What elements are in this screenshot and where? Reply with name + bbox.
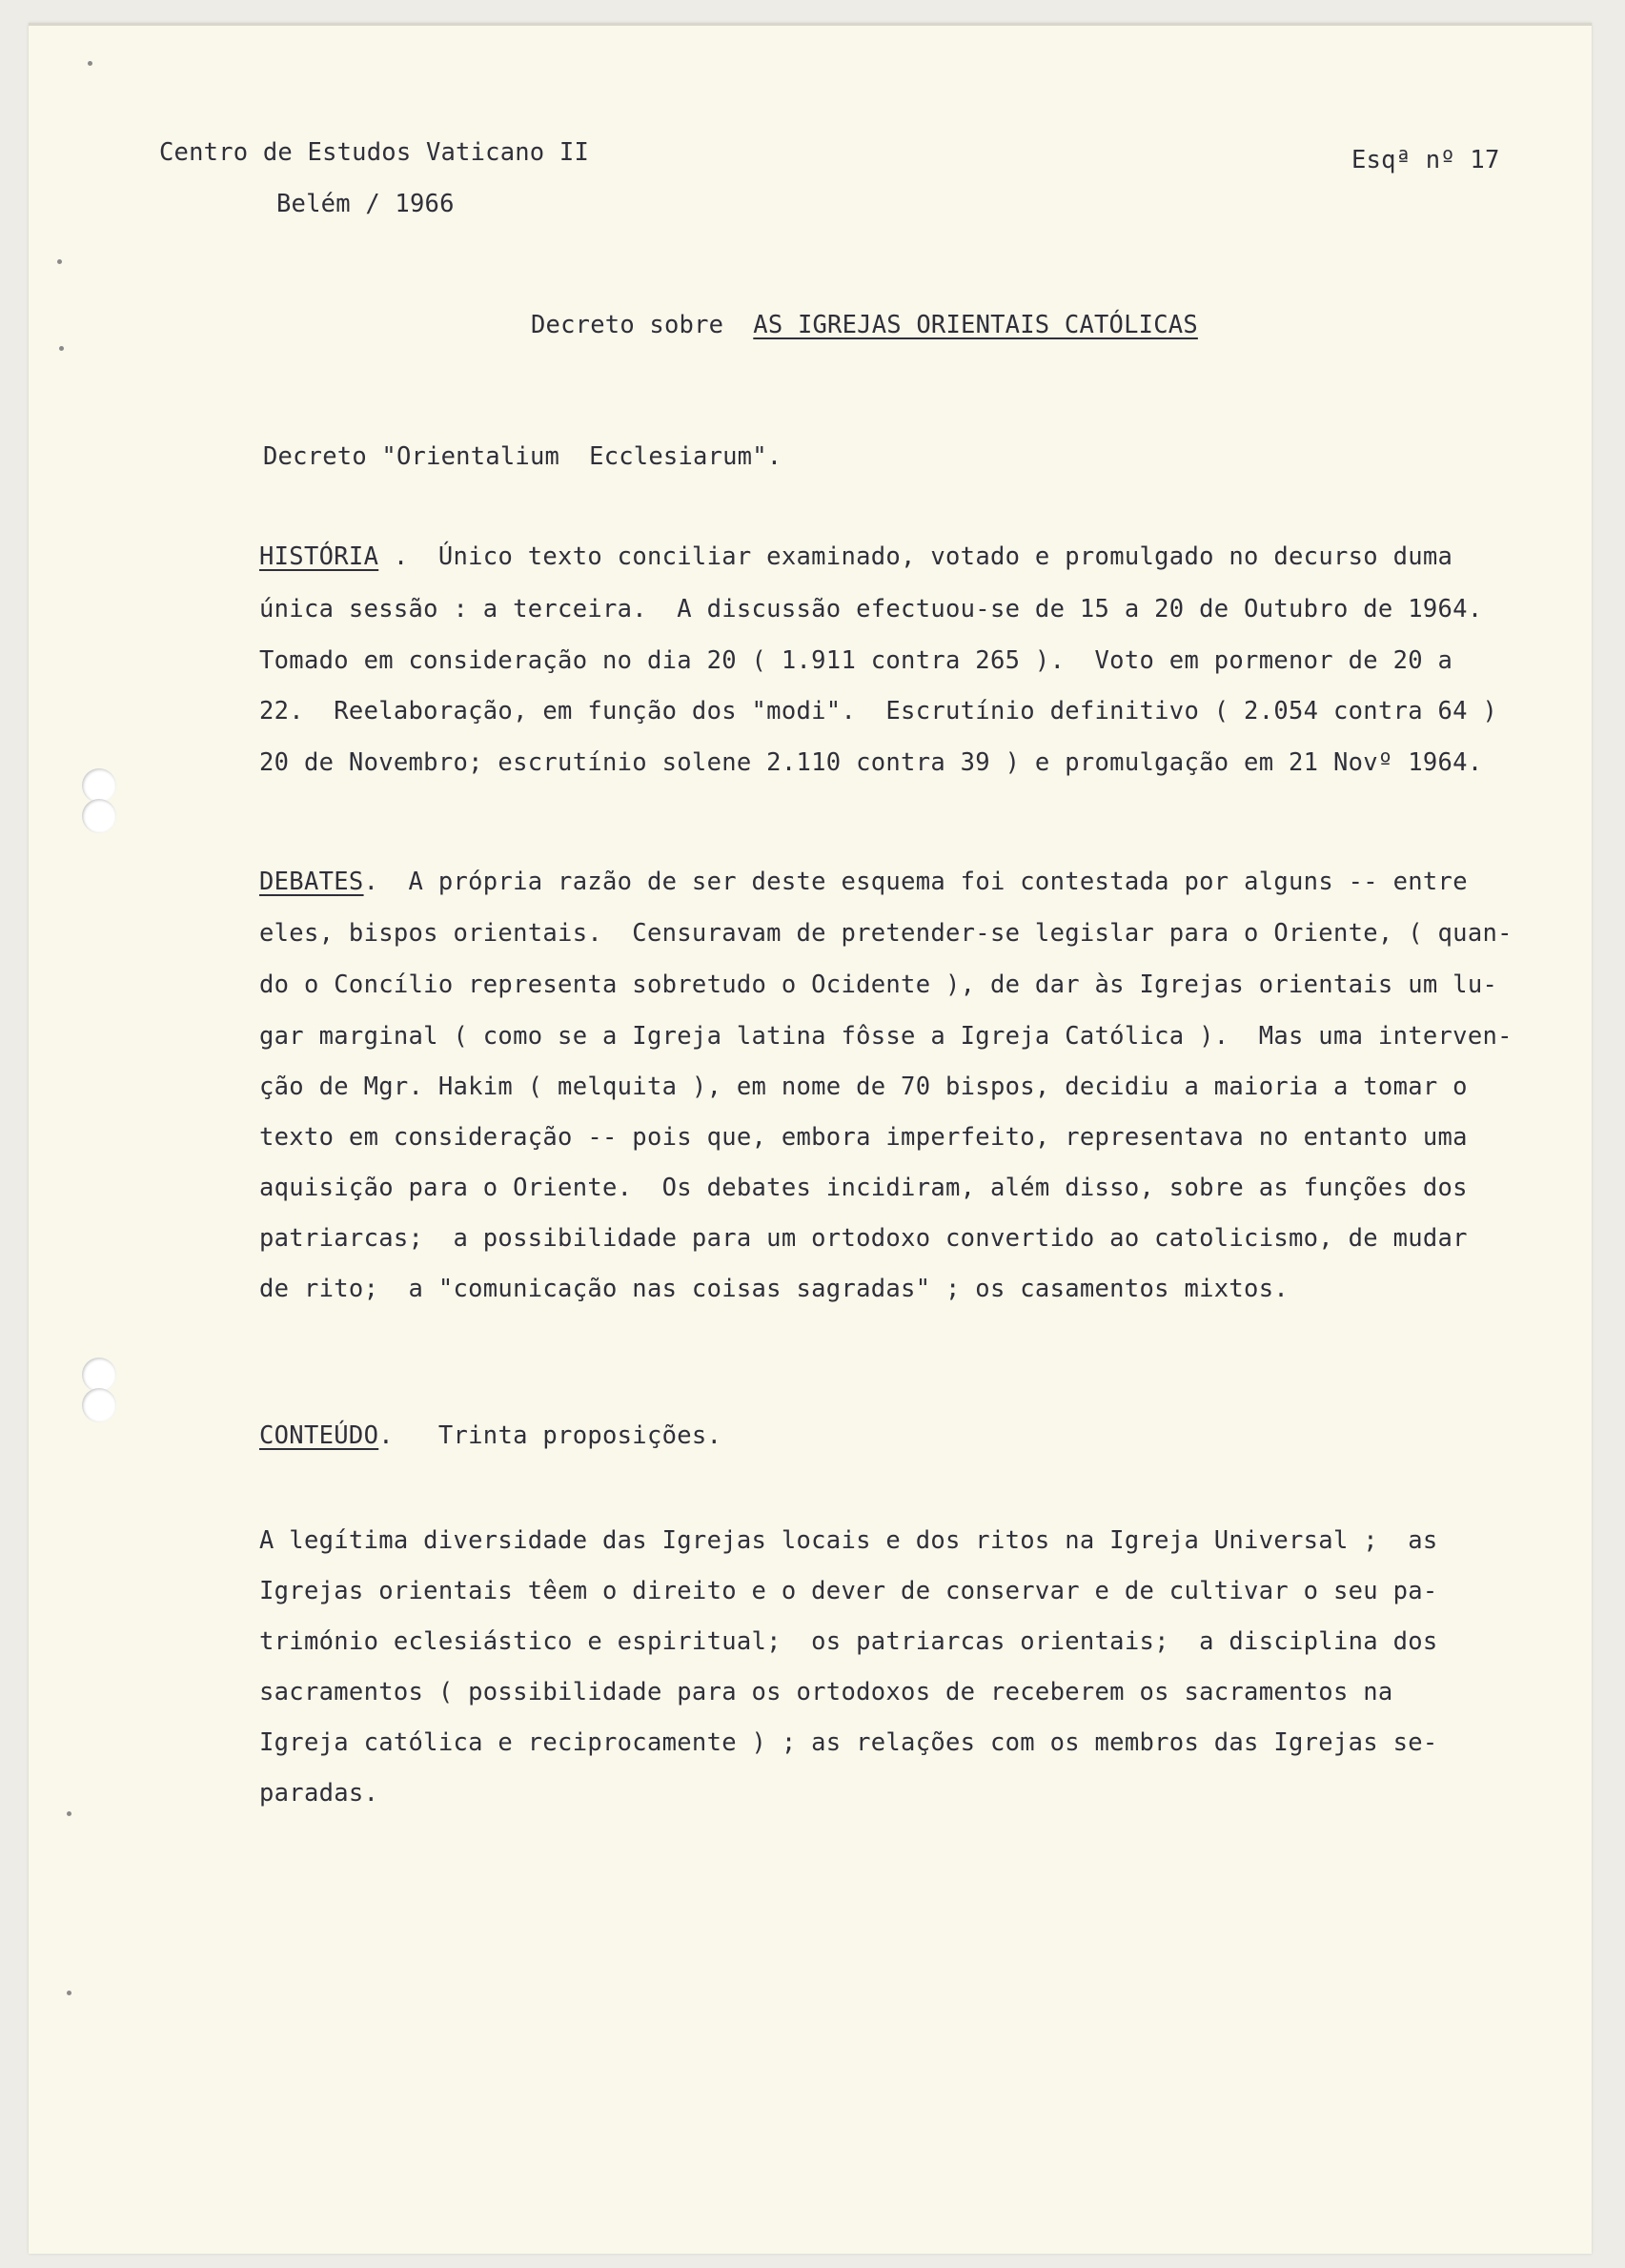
historia-line-1: HISTÓRIA . Único texto conciliar examinado, votado e promulgado no decurso duma [259, 542, 1453, 571]
paragraph-line: eles, bispos orientais. Censuravam de pretender-se legislar para o Oriente, ( quan- [259, 919, 1513, 948]
place-date: Belém / 1966 [276, 190, 455, 218]
paragraph-text: Único texto conciliar examinado, votado e promulgado no decurso duma [408, 542, 1453, 571]
document-title [531, 311, 1198, 339]
punch-hole [82, 768, 116, 803]
decree-subtitle: Decreto "Orientalium Ecclesiarum". [263, 442, 782, 471]
paragraph-line: sacramentos ( possibilidade para os ortodoxos de receberem os sacramentos na [259, 1678, 1393, 1706]
scheme-number: Esqª nº 17 [1351, 146, 1500, 174]
title-main: AS IGREJAS ORIENTAIS CATÓLICAS [753, 311, 1198, 339]
paper-speck [59, 346, 64, 351]
institution-name: Centro de Estudos Vaticano II [159, 138, 590, 167]
debates-line-1: DEBATES. A própria razão de ser deste esquema foi contestada por alguns -- entre [259, 868, 1468, 896]
paragraph-line: de rito; a "comunicação nas coisas sagradas" ; os casamentos mixtos. [259, 1275, 1290, 1303]
paragraph-line: texto em consideração -- pois que, embora imperfeito, representava no entanto uma [259, 1123, 1468, 1152]
punch-hole [82, 799, 116, 833]
title-prefix: Decreto sobre [531, 311, 724, 339]
conteudo-heading-line: CONTEÚDO. Trinta proposições. [259, 1421, 722, 1450]
paragraph-line: 20 de Novembro; escrutínio solene 2.110 contra 39 ) e promulgação em 21 Novº 1964. [259, 748, 1483, 777]
paragraph-line: gar marginal ( como se a Igreja latina fôsse a Igreja Católica ). Mas uma interven- [259, 1022, 1513, 1051]
paragraph-line: aquisição para o Oriente. Os debates incidiram, além disso, sobre as funções dos [259, 1174, 1468, 1202]
paper-speck [88, 61, 92, 66]
paragraph-line: ção de Mgr. Hakim ( melquita ), em nome de 70 bispos, decidiu a maioria a tomar o [259, 1073, 1468, 1101]
paragraph-line: Igreja católica e reciprocamente ) ; as relações com os membros das Igrejas se- [259, 1728, 1438, 1757]
paragraph-text: A própria razão de ser deste esquema foi contestada por alguns -- entre [378, 868, 1468, 896]
punch-hole [82, 1358, 116, 1392]
paragraph-line: paradas. [259, 1779, 379, 1808]
paragraph-line: do o Concílio representa sobretudo o Ocidente ), de dar às Igrejas orientais um lu- [259, 971, 1498, 999]
paragraph-line: 22. Reelaboração, em função dos "modi". Escrutínio definitivo ( 2.054 contra 64 ) [259, 697, 1498, 725]
paper-speck [67, 1991, 71, 1995]
section-heading: DEBATES [259, 868, 364, 896]
page-top-edge [29, 23, 1592, 26]
paper-speck [67, 1811, 71, 1816]
paragraph-line: A legítima diversidade das Igrejas locais e dos ritos na Igreja Universal ; as [259, 1526, 1438, 1555]
section-heading: CONTEÚDO [259, 1421, 379, 1450]
paragraph-line: Tomado em consideração no dia 20 ( 1.911 contra 265 ). Voto em pormenor de 20 a [259, 646, 1453, 675]
paragraph-line: única sessão : a terceira. A discussão efectuou-se de 15 a 20 de Outubro de 1964. [259, 595, 1483, 623]
paragraph-line: Igrejas orientais têem o direito e o dever de conservar e de cultivar o seu pa- [259, 1577, 1438, 1605]
paragraph-line: patriarcas; a possibilidade para um ortodoxo convertido ao catolicismo, de mudar [259, 1224, 1468, 1253]
section-heading: HISTÓRIA [259, 542, 379, 571]
punch-hole [82, 1388, 116, 1422]
conteudo-summary: Trinta proposições. [393, 1421, 722, 1450]
paper-speck [57, 259, 62, 264]
paragraph-line: trimónio eclesiástico e espiritual; os patriarcas orientais; a disciplina dos [259, 1627, 1438, 1656]
